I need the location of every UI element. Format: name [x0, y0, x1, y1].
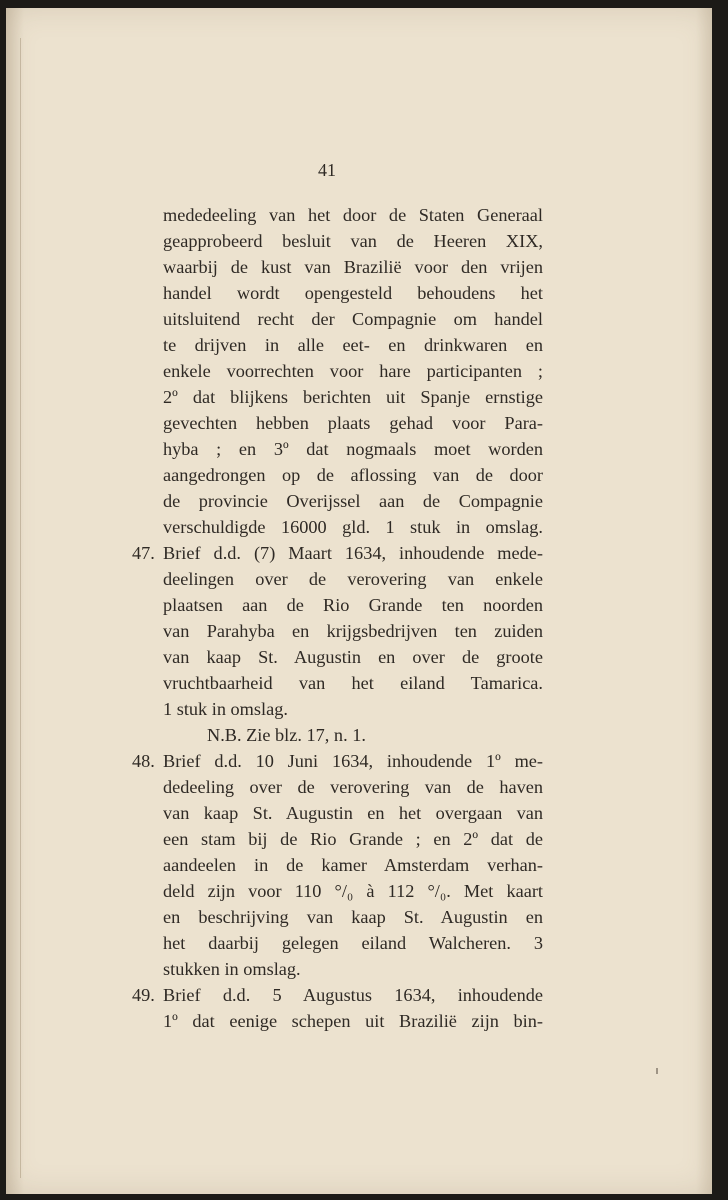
text-line: gevechten hebben plaats gehad voor Para-: [163, 413, 543, 433]
text-line: 1 stuk in omslag.: [163, 699, 288, 719]
text-line: stukken in omslag.: [163, 959, 301, 979]
text-line: de provincie Overijssel aan de Compagnie: [163, 491, 543, 511]
text-line: Brief d.d. 5 Augustus 1634, inhoudende: [163, 985, 543, 1005]
entry-number-48: 48.: [132, 751, 155, 771]
text-line: verschuldigde 16000 gld. 1 stuk in omslag.: [163, 517, 543, 537]
text-line: waarbij de kust van Brazilië voor den vrijen: [163, 257, 543, 277]
text-line: dedeeling over de verovering van de haven: [163, 777, 543, 797]
text-line: hyba ; en 3º dat nogmaals moet worden: [163, 439, 543, 459]
text-line: te drijven in alle eet- en drinkwaren en: [163, 335, 543, 355]
text-line: 1º dat eenige schepen uit Brazilië zijn bin-: [163, 1011, 543, 1031]
text-line: uitsluitend recht der Compagnie om handel: [163, 309, 543, 329]
entry-number-49: 49.: [132, 985, 155, 1005]
text-line: van kaap St. Augustin en over de groote: [163, 647, 543, 667]
book-page: [6, 8, 712, 1194]
text-line: 2º dat blijkens berichten uit Spanje ernstige: [163, 387, 543, 407]
text-line: Brief d.d. 10 Juni 1634, inhoudende 1º me-: [163, 751, 543, 771]
text-line: deld zijn voor 110 °/₀ à 112 °/₀. Met kaart: [163, 881, 543, 901]
note-line: N.B. Zie blz. 17, n. 1.: [207, 725, 366, 745]
text-line: een stam bij de Rio Grande ; en 2º dat de: [163, 829, 543, 849]
text-line: Brief d.d. (7) Maart 1634, inhoudende mede-: [163, 543, 543, 563]
page-number: 41: [318, 160, 336, 180]
text-line: deelingen over de verovering van enkele: [163, 569, 543, 589]
text-line: enkele voorrechten voor hare participanten ;: [163, 361, 543, 381]
text-line: mededeeling van het door de Staten Generaal: [163, 205, 543, 225]
text-line: handel wordt opengesteld behoudens het: [163, 283, 543, 303]
paper-speck: [656, 1068, 658, 1074]
text-line: het daarbij gelegen eiland Walcheren. 3: [163, 933, 543, 953]
text-line: vruchtbaarheid van het eiland Tamarica.: [163, 673, 543, 693]
text-line: aangedrongen op de aflossing van de door: [163, 465, 543, 485]
text-line: plaatsen aan de Rio Grande ten noorden: [163, 595, 543, 615]
text-line: en beschrijving van kaap St. Augustin en: [163, 907, 543, 927]
entry-number-47: 47.: [132, 543, 155, 563]
text-line: geapprobeerd besluit van de Heeren XIX,: [163, 231, 543, 251]
text-line: van kaap St. Augustin en het overgaan van: [163, 803, 543, 823]
page-text: [6, 8, 712, 1194]
text-line: van Parahyba en krijgsbedrijven ten zuiden: [163, 621, 543, 641]
text-line: aandeelen in de kamer Amsterdam verhan-: [163, 855, 543, 875]
